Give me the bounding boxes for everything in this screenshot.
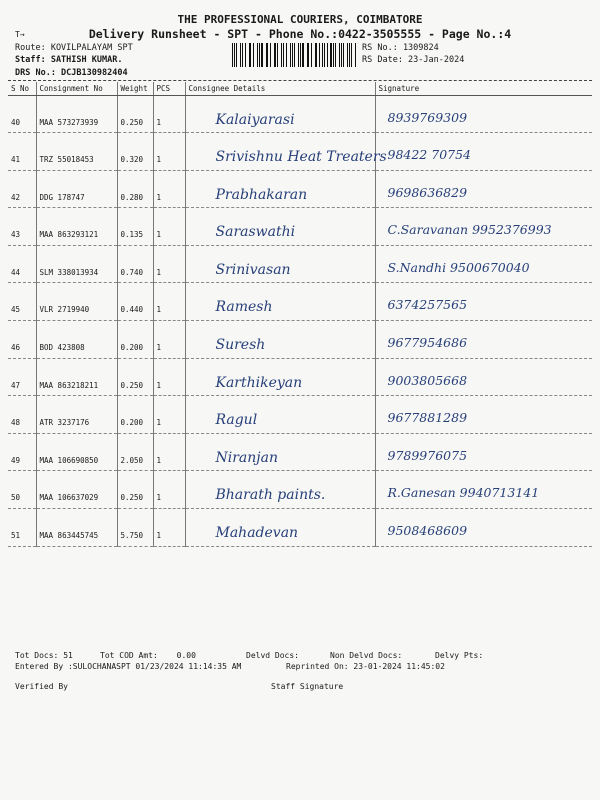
handwritten-signature: 9677881289 — [387, 410, 468, 426]
table-row — [8, 471, 592, 509]
column-header: Consignment No — [36, 82, 117, 95]
cell-consignee — [185, 396, 375, 434]
cell-consignment: MAA 106637029 — [36, 471, 117, 509]
table-row — [8, 245, 592, 283]
cell-signature — [375, 133, 592, 171]
cell-pcs: 1 — [153, 321, 185, 359]
column-header: Signature — [375, 82, 592, 95]
cell-sno: 40 — [8, 95, 36, 133]
handwritten-consignee-name: Suresh — [215, 337, 266, 354]
cell-sno: 42 — [8, 170, 36, 208]
cell-consignee — [185, 133, 387, 171]
route-label: Route: KOVILPALAYAM SPT — [15, 43, 133, 53]
cell-consignee — [185, 433, 375, 471]
cell-pcs: 1 — [153, 208, 185, 246]
table-row — [8, 433, 592, 471]
rs-number: RS No.: 1309824 — [362, 43, 439, 53]
cell-weight: 0.200 — [117, 396, 153, 434]
cell-pcs: 1 — [153, 471, 185, 509]
handwritten-signature: C.Saravanan 9952376993 — [387, 222, 552, 238]
table-row — [8, 133, 592, 171]
cell-pcs: 1 — [153, 95, 185, 133]
non-delivered-docs: Non Delvd Docs: — [330, 651, 403, 660]
cell-signature — [375, 283, 592, 321]
handwritten-consignee-name: Ramesh — [215, 299, 273, 316]
barcode-bar — [232, 43, 233, 67]
cell-signature — [375, 358, 592, 396]
barcode-bar — [240, 43, 241, 67]
barcode-bar — [261, 43, 262, 67]
cell-signature — [375, 170, 592, 208]
cell-pcs: 1 — [153, 396, 185, 434]
cell-sno: 45 — [8, 283, 36, 321]
barcode-bar — [355, 43, 356, 67]
cell-consignee — [185, 321, 375, 359]
handwritten-signature: 9698636829 — [387, 184, 468, 200]
barcode-bar — [242, 43, 243, 67]
total-cod — [100, 651, 196, 660]
table-row — [8, 509, 592, 547]
barcode-bar — [286, 43, 287, 67]
cell-sno: 43 — [8, 208, 36, 246]
table-row — [8, 208, 592, 246]
barcode-bar — [253, 43, 254, 67]
cell-pcs: 1 — [153, 509, 185, 547]
handwritten-consignee-name: Niranjan — [215, 449, 278, 466]
total-cod-value: 0.00 — [176, 651, 196, 660]
cell-weight: 5.750 — [117, 509, 153, 547]
cell-consignment: MAA 863445745 — [36, 509, 117, 547]
cell-consignee — [185, 283, 375, 321]
verified-by-label: Verified By — [15, 682, 68, 691]
cell-consignment: ATR 3237176 — [36, 396, 117, 434]
cell-weight: 0.320 — [117, 133, 153, 171]
barcode-bar — [270, 43, 271, 67]
barcode — [232, 43, 357, 67]
barcode-bar — [330, 43, 331, 67]
cell-sno: 44 — [8, 245, 36, 283]
cell-signature — [375, 208, 592, 246]
corner-mark: T→ — [15, 30, 25, 39]
handwritten-signature: 8939769309 — [387, 109, 468, 125]
cell-weight: 0.250 — [117, 471, 153, 509]
delivery-table — [8, 82, 592, 547]
cell-consignment: VLR 2719940 — [36, 283, 117, 321]
cell-signature — [375, 321, 592, 359]
barcode-bar — [283, 43, 284, 67]
cell-pcs: 1 — [153, 133, 185, 171]
barcode-bar — [302, 43, 303, 67]
barcode-bar — [319, 43, 320, 67]
cell-consignee — [185, 95, 375, 133]
cell-pcs: 1 — [153, 358, 185, 396]
column-header: PCS — [153, 82, 185, 95]
barcode-bar — [257, 43, 258, 67]
cell-signature — [375, 95, 592, 133]
handwritten-consignee-name: Srivishnu Heat Treaters — [215, 149, 387, 166]
drs-number: DRS No.: DCJB130982404 — [15, 68, 128, 78]
cell-weight: 2.050 — [117, 433, 153, 471]
cell-consignment: BOD 423808 — [36, 321, 117, 359]
table-row — [8, 321, 592, 359]
cell-consignment: TRZ 55018453 — [36, 133, 117, 171]
handwritten-consignee-name: Karthikeyan — [215, 374, 303, 391]
cell-pcs: 1 — [153, 170, 185, 208]
staff-signature-label: Staff Signature — [271, 682, 344, 691]
barcode-bar — [311, 43, 312, 67]
barcode-bar — [322, 43, 323, 67]
barcode-bar — [298, 43, 299, 67]
delivery-points: Delvy Pts: — [435, 651, 484, 660]
cell-consignee — [185, 170, 375, 208]
handwritten-signature: R.Ganesan 9940713141 — [387, 485, 540, 501]
column-header: Weight — [117, 82, 153, 95]
table-header-row — [8, 82, 592, 95]
total-docs-label: Tot Docs: — [15, 651, 59, 660]
cell-weight: 0.135 — [117, 208, 153, 246]
handwritten-consignee-name: Ragul — [215, 412, 258, 429]
handwritten-signature: 9508468609 — [387, 523, 468, 539]
cell-sno: 46 — [8, 321, 36, 359]
handwritten-consignee-name: Saraswathi — [215, 224, 296, 241]
cell-signature — [375, 471, 592, 509]
staff-label: Staff: SATHISH KUMAR. — [15, 55, 123, 65]
cell-sno: 48 — [8, 396, 36, 434]
handwritten-signature: 9789976075 — [387, 447, 468, 463]
barcode-bar — [347, 43, 348, 67]
cell-weight: 0.440 — [117, 283, 153, 321]
header-divider — [8, 80, 592, 81]
cell-weight: 0.200 — [117, 321, 153, 359]
cell-signature — [375, 433, 592, 471]
cell-weight: 0.250 — [117, 358, 153, 396]
entered-by: Entered By :SULOCHANASPT 01/23/2024 11:14:35 AM — [15, 662, 242, 671]
cell-sno: 51 — [8, 509, 36, 547]
cell-consignee — [185, 208, 375, 246]
cell-consignment: MAA 863293121 — [36, 208, 117, 246]
cell-signature — [375, 509, 592, 547]
cell-sno: 41 — [8, 133, 36, 171]
delivered-docs: Delvd Docs: — [246, 651, 299, 660]
cell-sno: 50 — [8, 471, 36, 509]
cell-consignee — [185, 245, 375, 283]
company-title: THE PROFESSIONAL COURIERS, COIMBATORE — [177, 13, 423, 26]
cell-pcs: 1 — [153, 283, 185, 321]
handwritten-consignee-name: Prabhakaran — [215, 186, 308, 203]
table-row — [8, 95, 592, 133]
cell-consignee — [185, 471, 375, 509]
table-row — [8, 358, 592, 396]
runsheet-subtitle: Delivery Runsheet - SPT - Phone No.:0422-3505555 - Page No.:4 — [88, 27, 512, 41]
handwritten-consignee-name: Kalaiyarasi — [215, 111, 295, 128]
handwritten-consignee-name: Srinivasan — [215, 261, 291, 278]
table-row — [8, 170, 592, 208]
total-docs-value: 51 — [63, 651, 73, 660]
table-row — [8, 283, 592, 321]
cell-sno: 49 — [8, 433, 36, 471]
handwritten-consignee-name: Mahadevan — [215, 525, 299, 542]
cell-signature — [375, 396, 592, 434]
handwritten-signature: 6374257565 — [387, 297, 468, 313]
cell-consignment: MAA 106690850 — [36, 433, 117, 471]
cell-consignment: DDG 178747 — [36, 170, 117, 208]
handwritten-signature: 9677954686 — [387, 335, 468, 351]
column-header: S No — [8, 82, 36, 95]
total-cod-label: Tot COD Amt: — [100, 651, 158, 660]
handwritten-consignee-name: Bharath paints. — [215, 487, 326, 504]
cell-signature — [375, 245, 592, 283]
reprinted-on: Reprinted On: 23-01-2024 11:45:02 — [286, 662, 445, 671]
cell-consignee — [185, 358, 375, 396]
cell-consignment: MAA 863218211 — [36, 358, 117, 396]
cell-consignment: SLM 338013934 — [36, 245, 117, 283]
cell-consignee — [185, 509, 375, 547]
table-row — [8, 396, 592, 434]
cell-pcs: 1 — [153, 245, 185, 283]
cell-sno: 47 — [8, 358, 36, 396]
rs-date: RS Date: 23-Jan-2024 — [362, 55, 465, 65]
cell-weight: 0.740 — [117, 245, 153, 283]
column-header: Consignee Details — [185, 82, 375, 95]
barcode-bar — [277, 43, 278, 67]
cell-pcs: 1 — [153, 433, 185, 471]
total-docs — [15, 651, 73, 660]
cell-weight: 0.280 — [117, 170, 153, 208]
handwritten-signature: 9003805668 — [387, 372, 468, 388]
handwritten-signature: S.Nandhi 9500670040 — [387, 259, 530, 275]
handwritten-signature: 98422 70754 — [387, 147, 472, 163]
cell-consignment: MAA 573273939 — [36, 95, 117, 133]
cell-weight: 0.250 — [117, 95, 153, 133]
barcode-bar — [335, 43, 336, 67]
